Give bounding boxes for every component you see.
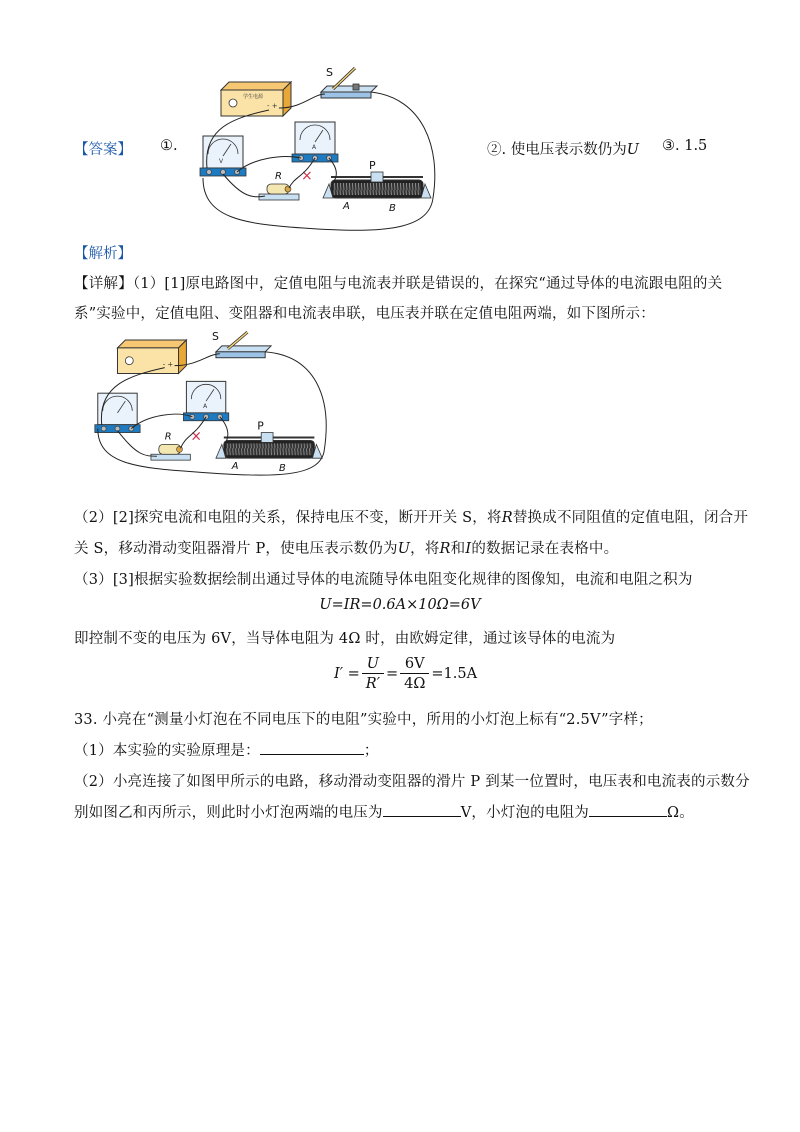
- answer-label: 【答案】: [74, 142, 132, 158]
- answer-blank-voltage[interactable]: [383, 802, 461, 817]
- detail-paragraph-2-line-2: 关 S，移动滑动变阻器滑片 P，使电压表示数仍为U，将R和I的数据记录在表格中。: [74, 541, 619, 557]
- rheostat: [323, 159, 431, 214]
- ammeter-text: A: [312, 144, 317, 151]
- ammeter-2: [183, 381, 228, 420]
- detail-paragraph-1-line-1: 【详解】（1）[1]原电路图中，定值电阻与电流表并联是错误的，在探究“通过导体的电流跟电阻的关: [74, 276, 723, 292]
- answer-blank-principle[interactable]: [260, 740, 364, 755]
- switch-2: [212, 330, 271, 358]
- question-33-stem: 33. 小亮在“测量小灯泡在不同电压下的电阻”实验中，所用的小灯泡上标有“2.5V”字样；: [74, 712, 653, 728]
- switch-label-2: S: [212, 330, 219, 344]
- detail-paragraph-3-line-1: （3）[3]根据实验数据绘制出通过导体的电流随导体电阻变化规律的图像知，电流和电阻之积为: [74, 572, 693, 588]
- switch: [321, 66, 377, 98]
- answer-blank-resistance[interactable]: [589, 802, 667, 817]
- resistor-label-2: R: [164, 431, 172, 443]
- circuit-diagram-2: [95, 330, 326, 475]
- circuit-diagram-corrected: [84, 330, 340, 480]
- end-a-label: A: [343, 201, 350, 212]
- analysis-label: 【解析】: [74, 246, 132, 262]
- circuit-diagram-1: [200, 66, 435, 230]
- voltmeter-text: V: [219, 158, 224, 165]
- detail-paragraph-2-line-1: （2）[2]探究电流和电阻的关系，保持电压不变，断开开关 S，将R替换成不同阻值的定值电阻，闭合开: [74, 510, 749, 526]
- equation-voltage: U=IR=0.6A×10Ω=6V: [319, 597, 481, 613]
- answer-item-3: ③. 1.5: [662, 138, 708, 154]
- ammeter-text-2: A: [203, 403, 208, 410]
- slider-label: P: [369, 159, 376, 172]
- circuit-diagram-answer: [183, 58, 443, 240]
- svg-text:- +: - +: [162, 360, 174, 369]
- error-cross-mark-2: ×: [190, 428, 202, 445]
- power-supply: [221, 82, 291, 116]
- svg-text:- +: - +: [267, 102, 278, 110]
- rheostat-2: [216, 420, 322, 474]
- fixed-resistor: [259, 171, 299, 200]
- question-33-part-1: （1）本实验的实验原理是： ；: [74, 739, 379, 760]
- slider-label-2: P: [257, 419, 264, 433]
- end-a-label-2: A: [231, 461, 239, 472]
- detail-paragraph-3-line-2: 即控制不变的电压为 6V，当导体电阻为 4Ω 时，由欧姆定律，通过该导体的电流为: [74, 631, 616, 647]
- question-33-part-2-line-2: 别如图乙和丙所示，则此时小灯泡两端的电压为 V，小灯泡的电阻为 Ω。: [74, 801, 694, 822]
- ammeter: [292, 122, 338, 162]
- equation-current: I′ = $\frac{U}{R'}$ = $\frac{6V}{4\Omega}$ =1.5A: [334, 655, 478, 692]
- answer-item-2: ②. 使电压表示数仍为U: [487, 142, 639, 158]
- detail-label: 【详解】: [74, 276, 133, 292]
- power-supply-2: [117, 340, 186, 373]
- detail-paragraph-1-line-2: 系”实验中，定值电阻、变阻器和电流表串联，电压表并联在定值电阻两端，如下图所示：: [74, 306, 655, 322]
- fraction-u-over-r: $\frac{U}{R'}$: [362, 655, 384, 694]
- end-b-label-2: B: [278, 462, 286, 474]
- switch-label: S: [326, 66, 333, 79]
- fraction-6v-over-4ohm: $\frac{6V}{4\Omega}$: [400, 655, 429, 694]
- resistor-label: R: [275, 171, 282, 182]
- answer-item-1: ①.: [160, 138, 178, 154]
- end-b-label: B: [389, 203, 396, 214]
- power-text: 学生电源: [243, 94, 264, 100]
- question-33-part-2-line-1: （2）小亮连接了如图甲所示的电路，移动滑动变阻器的滑片 P 到某一位置时，电压表和电流表的示数分: [74, 774, 750, 790]
- error-cross-mark: ×: [301, 168, 313, 184]
